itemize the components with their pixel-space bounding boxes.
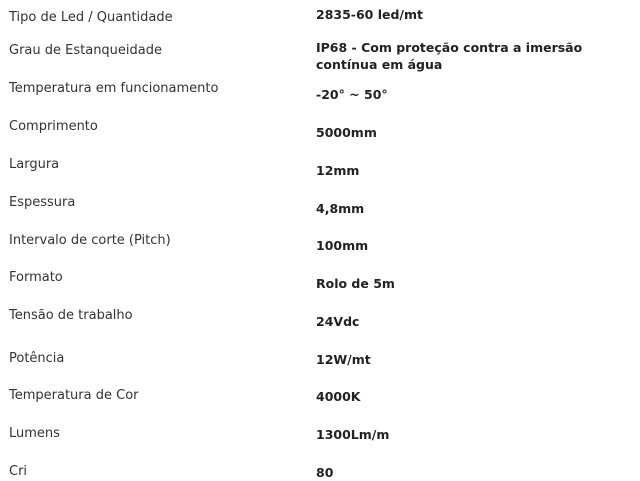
spec-value: 2835-60 led/mt <box>316 7 424 22</box>
spec-value: 12W/mt <box>316 352 371 367</box>
spec-label: Tipo de Led / Quantidade <box>9 10 173 25</box>
spec-value: 100mm <box>316 238 369 253</box>
spec-value: Rolo de 5m <box>316 276 395 291</box>
spec-label: Intervalo de corte (Pitch) <box>9 233 171 248</box>
spec-label: Temperatura em funcionamento <box>9 81 219 96</box>
spec-label: Potência <box>9 351 65 366</box>
spec-label: Temperatura de Cor <box>9 388 139 403</box>
spec-value: 1300Lm/m <box>316 427 390 442</box>
spec-value: 4,8mm <box>316 201 365 216</box>
spec-label: Lumens <box>9 426 60 441</box>
spec-label: Comprimento <box>9 119 98 134</box>
spec-value: 12mm <box>316 163 360 178</box>
spec-label: Cri <box>9 464 28 479</box>
spec-value: IP68 - Com proteção contra a imersão contínua em água <box>316 40 583 72</box>
spec-label: Tensão de trabalho <box>9 308 133 323</box>
spec-value: 4000K <box>316 389 361 404</box>
spec-value: 24Vdc <box>316 314 360 329</box>
spec-label: Formato <box>9 270 63 285</box>
spec-value: -20° ~ 50° <box>316 87 388 102</box>
spec-label: Largura <box>9 157 60 172</box>
spec-label: Grau de Estanqueidade <box>9 43 162 58</box>
spec-value: 80 <box>316 465 334 480</box>
spec-value: 5000mm <box>316 125 377 140</box>
spec-label: Espessura <box>9 195 76 210</box>
